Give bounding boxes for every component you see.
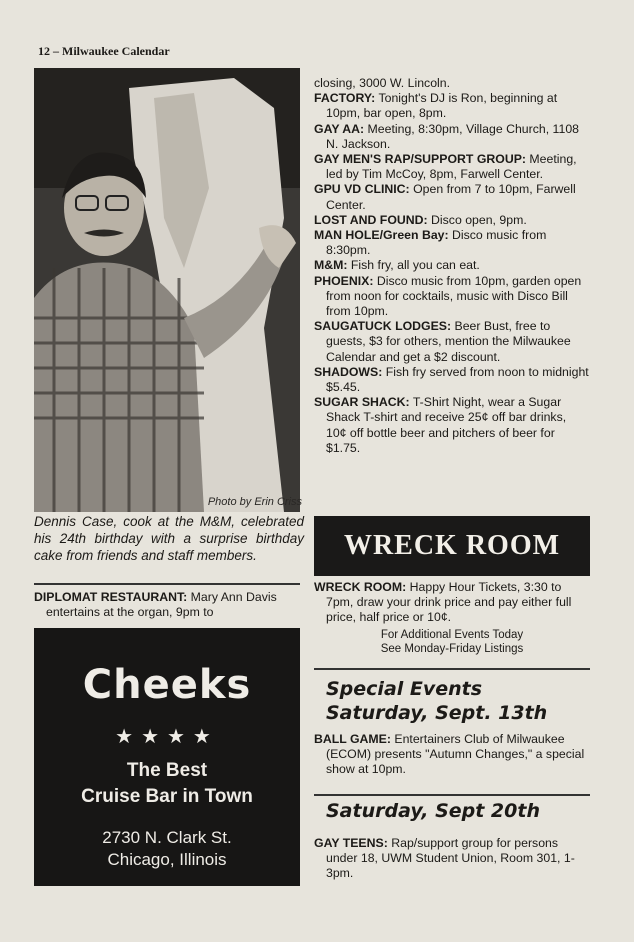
photo-caption: Dennis Case, cook at the M&M, celebrated his 24th birthday with a surprise birthday cake from friends and staff members. [34, 514, 304, 563]
listing-name: GAY TEENS: [314, 836, 388, 850]
saturday-sept-13-title: Saturday, Sept. 13th [326, 702, 548, 724]
listing-name: SAUGATUCK LODGES: [314, 319, 452, 334]
listing-item [314, 122, 590, 152]
listing-name: LOST AND FOUND: [314, 212, 428, 227]
cheeks-advertisement [34, 628, 300, 886]
right-column-listings [314, 76, 590, 456]
listing-name: BALL GAME: [314, 732, 391, 746]
listing-text: Entertainers Club of Milwaukee (ECOM) presents "Autumn Changes," a special show at 10pm. [326, 732, 585, 777]
listing-name: SUGAR SHACK: [314, 395, 410, 410]
listing-text: Disco music from 10pm, garden open from noon for cocktails, music with Disco Bill from 10pm. [326, 273, 582, 319]
listing-name: DIPLOMAT RESTAURANT: [34, 590, 188, 604]
right-divider-1 [314, 668, 590, 670]
ad-tagline-2: Cruise Bar in Town [81, 786, 253, 807]
listing-name: GPU VD CLINIC: [314, 182, 410, 197]
page-header: 12 – Milwaukee Calendar [38, 44, 170, 58]
listing-name: GAY AA: [314, 121, 365, 136]
listing-text: Open from 7 to 10pm, Farwell Center. [326, 182, 576, 212]
listing-text: T-Shirt Night, wear a Sugar Shack T-shirt and receive 25¢ off bar drinks, 10¢ off bottle beer and pitchers of beer for $1.75. [326, 395, 567, 455]
listing-item [314, 91, 590, 121]
ball-game-listing [314, 732, 590, 778]
listing-item [314, 732, 590, 778]
listing-name: WRECK ROOM: [314, 580, 407, 594]
listing-text: Disco open, 9pm. [427, 212, 527, 227]
see-listings-note: See Monday-Friday Listings [380, 642, 524, 655]
listing-text: Rap/support group for persons under 18, UWM Student Union, Room 301, 1-3pm. [326, 836, 575, 881]
ad-tagline-1: The Best [126, 760, 208, 781]
listing-item [314, 182, 590, 212]
listing-item [314, 395, 590, 456]
listing-text: closing, 3000 W. Lincoln. [314, 76, 451, 90]
wreck-room-banner: WRECK ROOM [314, 516, 590, 576]
left-divider [34, 583, 300, 585]
photo-illustration [34, 68, 300, 512]
listing-item [314, 365, 590, 395]
ad-stars: ★★★★ [115, 726, 219, 748]
listing-item [314, 152, 590, 182]
photo-credit: Photo by Erin Criss [207, 496, 302, 508]
listing-name: GAY MEN'S RAP/SUPPORT GROUP: [314, 152, 527, 167]
birthday-photo [34, 68, 300, 512]
ad-logo: Cheeks [82, 662, 252, 708]
right-divider-2 [314, 794, 590, 796]
listing-text: Beer Bust, free to guests, $3 for others, mention the Milwaukee Calendar and get a $2 discount. [326, 319, 571, 364]
listing-item [314, 228, 590, 258]
listing-text: Meeting, 8:30pm, Village Church, 1108 N. Jackson. [326, 121, 579, 151]
listing-name: MAN HOLE/Green Bay: [314, 228, 449, 243]
listing-text: Fish fry, all you can eat. [347, 258, 480, 273]
listing-name: PHOENIX: [314, 273, 374, 288]
listing-name: FACTORY: [314, 91, 376, 106]
listing-diplomat-restaurant [34, 590, 312, 620]
ad-address-2: Chicago, Illinois [107, 850, 227, 869]
listing-item [314, 274, 590, 320]
listing-text: Meeting, led by Tim McCoy, 8pm, Farwell Center. [326, 152, 577, 182]
gay-teens-listing [314, 836, 590, 882]
ad-address-1: 2730 N. Clark St. [102, 828, 232, 847]
additional-events-note: For Additional Events Today [380, 628, 524, 641]
listing-text: Mary Ann Davis entertains at the organ, 9pm to [46, 590, 277, 620]
listing-item [314, 836, 590, 882]
saturday-sept-20-title: Saturday, Sept 20th [326, 800, 540, 822]
listing-item [314, 319, 590, 365]
listing-text: Tonight's DJ is Ron, beginning at 10pm, bar open, 8pm. [326, 91, 558, 121]
listing-item [314, 213, 590, 228]
listing-item [314, 580, 590, 626]
listing-text: Disco music from 8:30pm. [326, 228, 547, 258]
listing-text: Happy Hour Tickets, 3:30 to 7pm, draw your drink price and pay either full price, half price or 10¢. [326, 580, 572, 625]
listing-name: SHADOWS: [314, 364, 383, 379]
special-events-title: Special Events [326, 678, 483, 700]
listing-name: M&M: [314, 258, 348, 273]
wreck-room-listing [314, 580, 590, 656]
listing-item [314, 76, 590, 91]
listing-item [314, 258, 590, 273]
listing-text: Fish fry served from noon to midnight $5.45. [326, 364, 589, 395]
